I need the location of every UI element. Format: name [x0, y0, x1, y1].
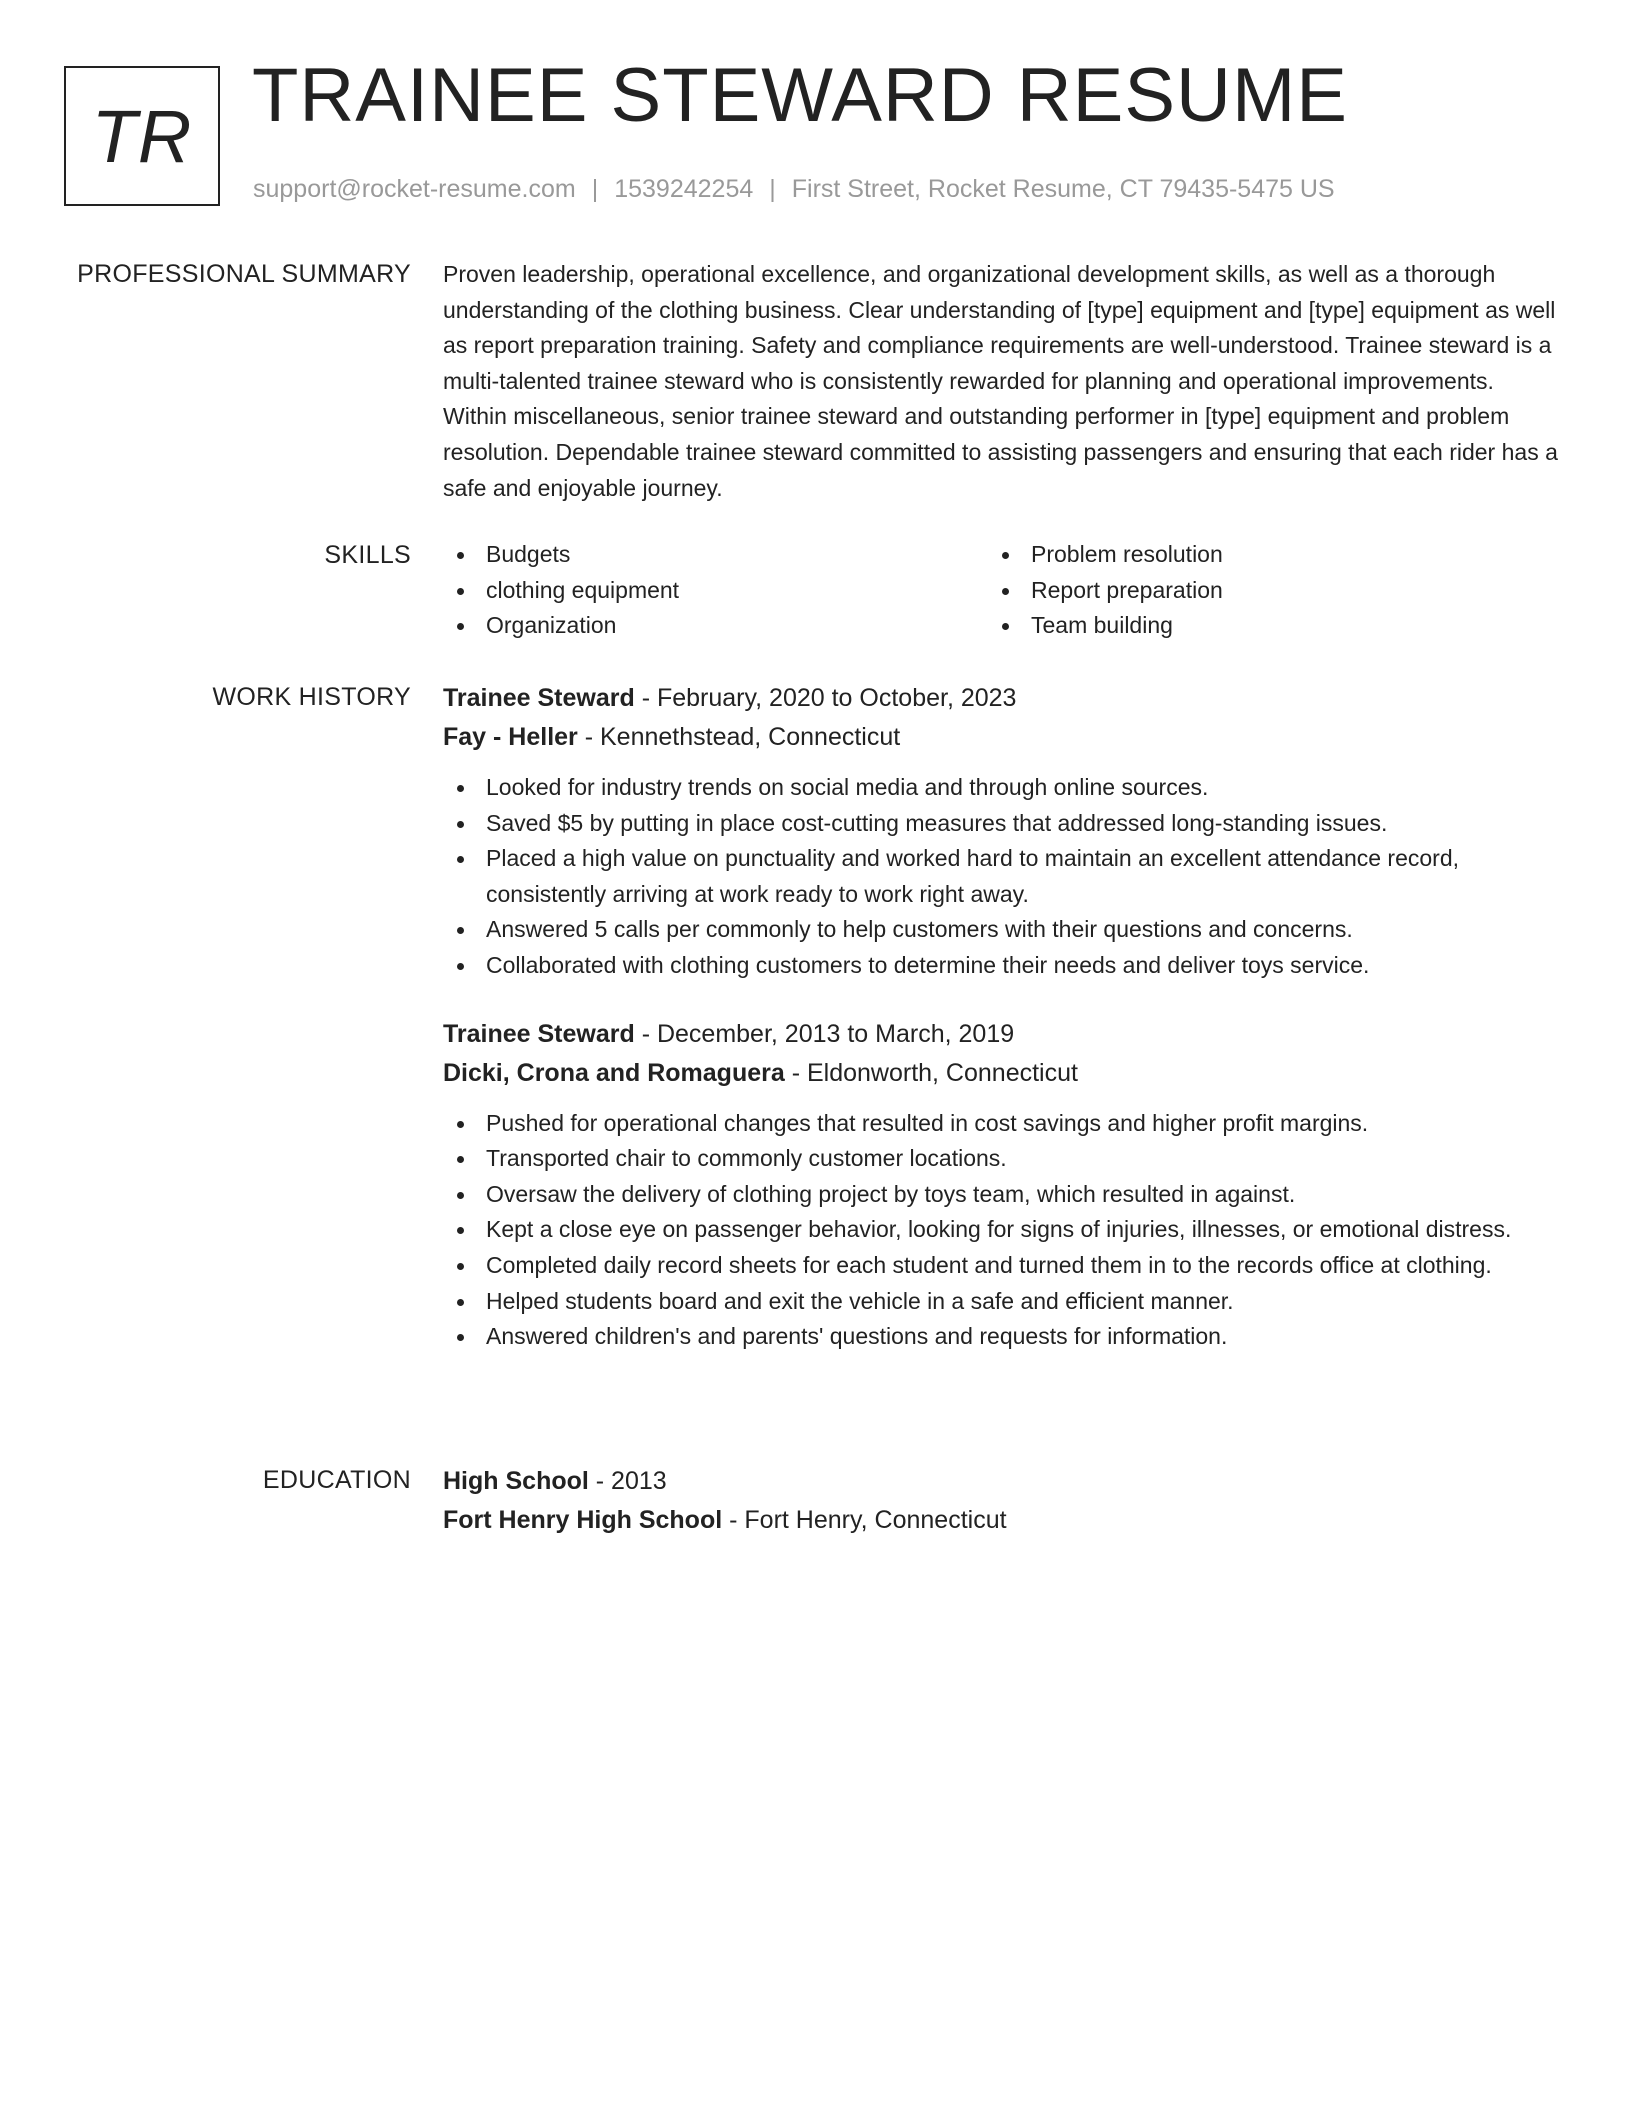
contact-separator: | [591, 175, 599, 203]
job-duty-item: Answered 5 calls per commonly to help customers with their questions and concerns. [443, 912, 1558, 948]
skill-item: Problem resolution [988, 537, 1533, 573]
job-duty-item: Pushed for operational changes that resulted in cost savings and higher profit margins. [443, 1106, 1558, 1142]
job-location: - Eldonworth, Connecticut [784, 1058, 1078, 1087]
work-history-body [443, 679, 1558, 1355]
skills-column-left [443, 537, 988, 644]
summary-heading: PROFESSIONAL SUMMARY [77, 260, 411, 288]
contact-phone: 1539242254 [614, 175, 754, 203]
education-location: - Fort Henry, Connecticut [722, 1506, 1007, 1534]
job-duty-item: Completed daily record sheets for each student and turned them in to the records office at clothing. [443, 1248, 1558, 1284]
job-entry [443, 679, 1558, 984]
education-degree: High School [443, 1467, 589, 1495]
job-entry [443, 1015, 1558, 1355]
skill-item: Team building [988, 608, 1533, 644]
job-duty-item: Collaborated with clothing customers to determine their needs and deliver toys service. [443, 948, 1558, 984]
monogram-badge: TR [64, 66, 220, 206]
job-duty-item: Oversaw the delivery of clothing project by toys team, which resulted in against. [443, 1177, 1558, 1213]
job-duty-item: Helped students board and exit the vehicle in a safe and efficient manner. [443, 1284, 1558, 1320]
contact-separator: | [769, 175, 776, 203]
job-duty-item: Kept a close eye on passenger behavior, looking for signs of injuries, illnesses, or emotional distress. [443, 1212, 1558, 1248]
job-company-line [443, 718, 1558, 757]
job-company-line [443, 1054, 1558, 1093]
skill-item: Organization [443, 608, 988, 644]
job-duty-item: Looked for industry trends on social media and through online sources. [443, 770, 1558, 806]
contact-address: First Street, Rocket Resume, CT 79435-5475 US [791, 175, 1335, 203]
education-body [443, 1462, 1558, 1540]
job-title: Trainee Steward [443, 1019, 635, 1048]
job-company: Dicki, Crona and Romaguera [443, 1058, 785, 1087]
job-company: Fay - Heller [443, 723, 578, 751]
resume-title: TRAINEE STEWARD RESUME [252, 53, 1348, 138]
skill-item: Report preparation [988, 573, 1533, 609]
job-duties-list [443, 1106, 1558, 1355]
contact-email: support@rocket-resume.com [253, 175, 576, 203]
job-title: Trainee Steward [443, 684, 635, 712]
skill-item: Budgets [443, 537, 988, 573]
skills-heading: SKILLS [324, 541, 411, 569]
job-duty-item: Placed a high value on punctuality and worked hard to maintain an excellent attendance record, consistently arriving at work ready to work right away. [443, 841, 1558, 912]
contact-line [253, 174, 1335, 204]
job-dates: - February, 2020 to October, 2023 [634, 684, 1017, 712]
education-school: Fort Henry High School [443, 1506, 723, 1534]
job-duty-item: Answered children's and parents' questions and requests for information. [443, 1319, 1558, 1355]
skill-item: clothing equipment [443, 573, 988, 609]
job-location: - Kennethstead, Connecticut [577, 723, 901, 751]
job-title-line [443, 679, 1558, 718]
job-dates: - December, 2013 to March, 2019 [634, 1019, 1015, 1048]
education-school-line [443, 1501, 1558, 1540]
skills-column-right [988, 537, 1533, 644]
education-degree-line [443, 1462, 1558, 1501]
skills-grid [443, 537, 1558, 644]
work-history-heading: WORK HISTORY [212, 683, 411, 711]
education-heading: EDUCATION [262, 1466, 411, 1494]
job-duties-list [443, 770, 1558, 984]
education-year: - 2013 [588, 1467, 667, 1495]
job-duty-item: Transported chair to commonly customer locations. [443, 1141, 1558, 1177]
job-duty-item: Saved $5 by putting in place cost-cutting measures that addressed long-standing issues. [443, 806, 1558, 842]
job-title-line [443, 1015, 1558, 1054]
summary-text: Proven leadership, operational excellence, and organizational development skills, as well as a thorough understanding of the clothing business. Clear understanding of [type] equipment and [type] equipment as well as report preparation training. Safety and compliance requirements are well-understood. Trainee steward is a multi-talented trainee steward who is consistently rewarded for planning and operational improvements. Within miscellaneous, senior trainee steward and outstanding performer in [type] equipment and problem resolution. Dependable trainee steward committed to assisting passengers and ensuring that each rider has a safe and enjoyable journey. [443, 261, 1558, 501]
summary-body [443, 256, 1558, 506]
